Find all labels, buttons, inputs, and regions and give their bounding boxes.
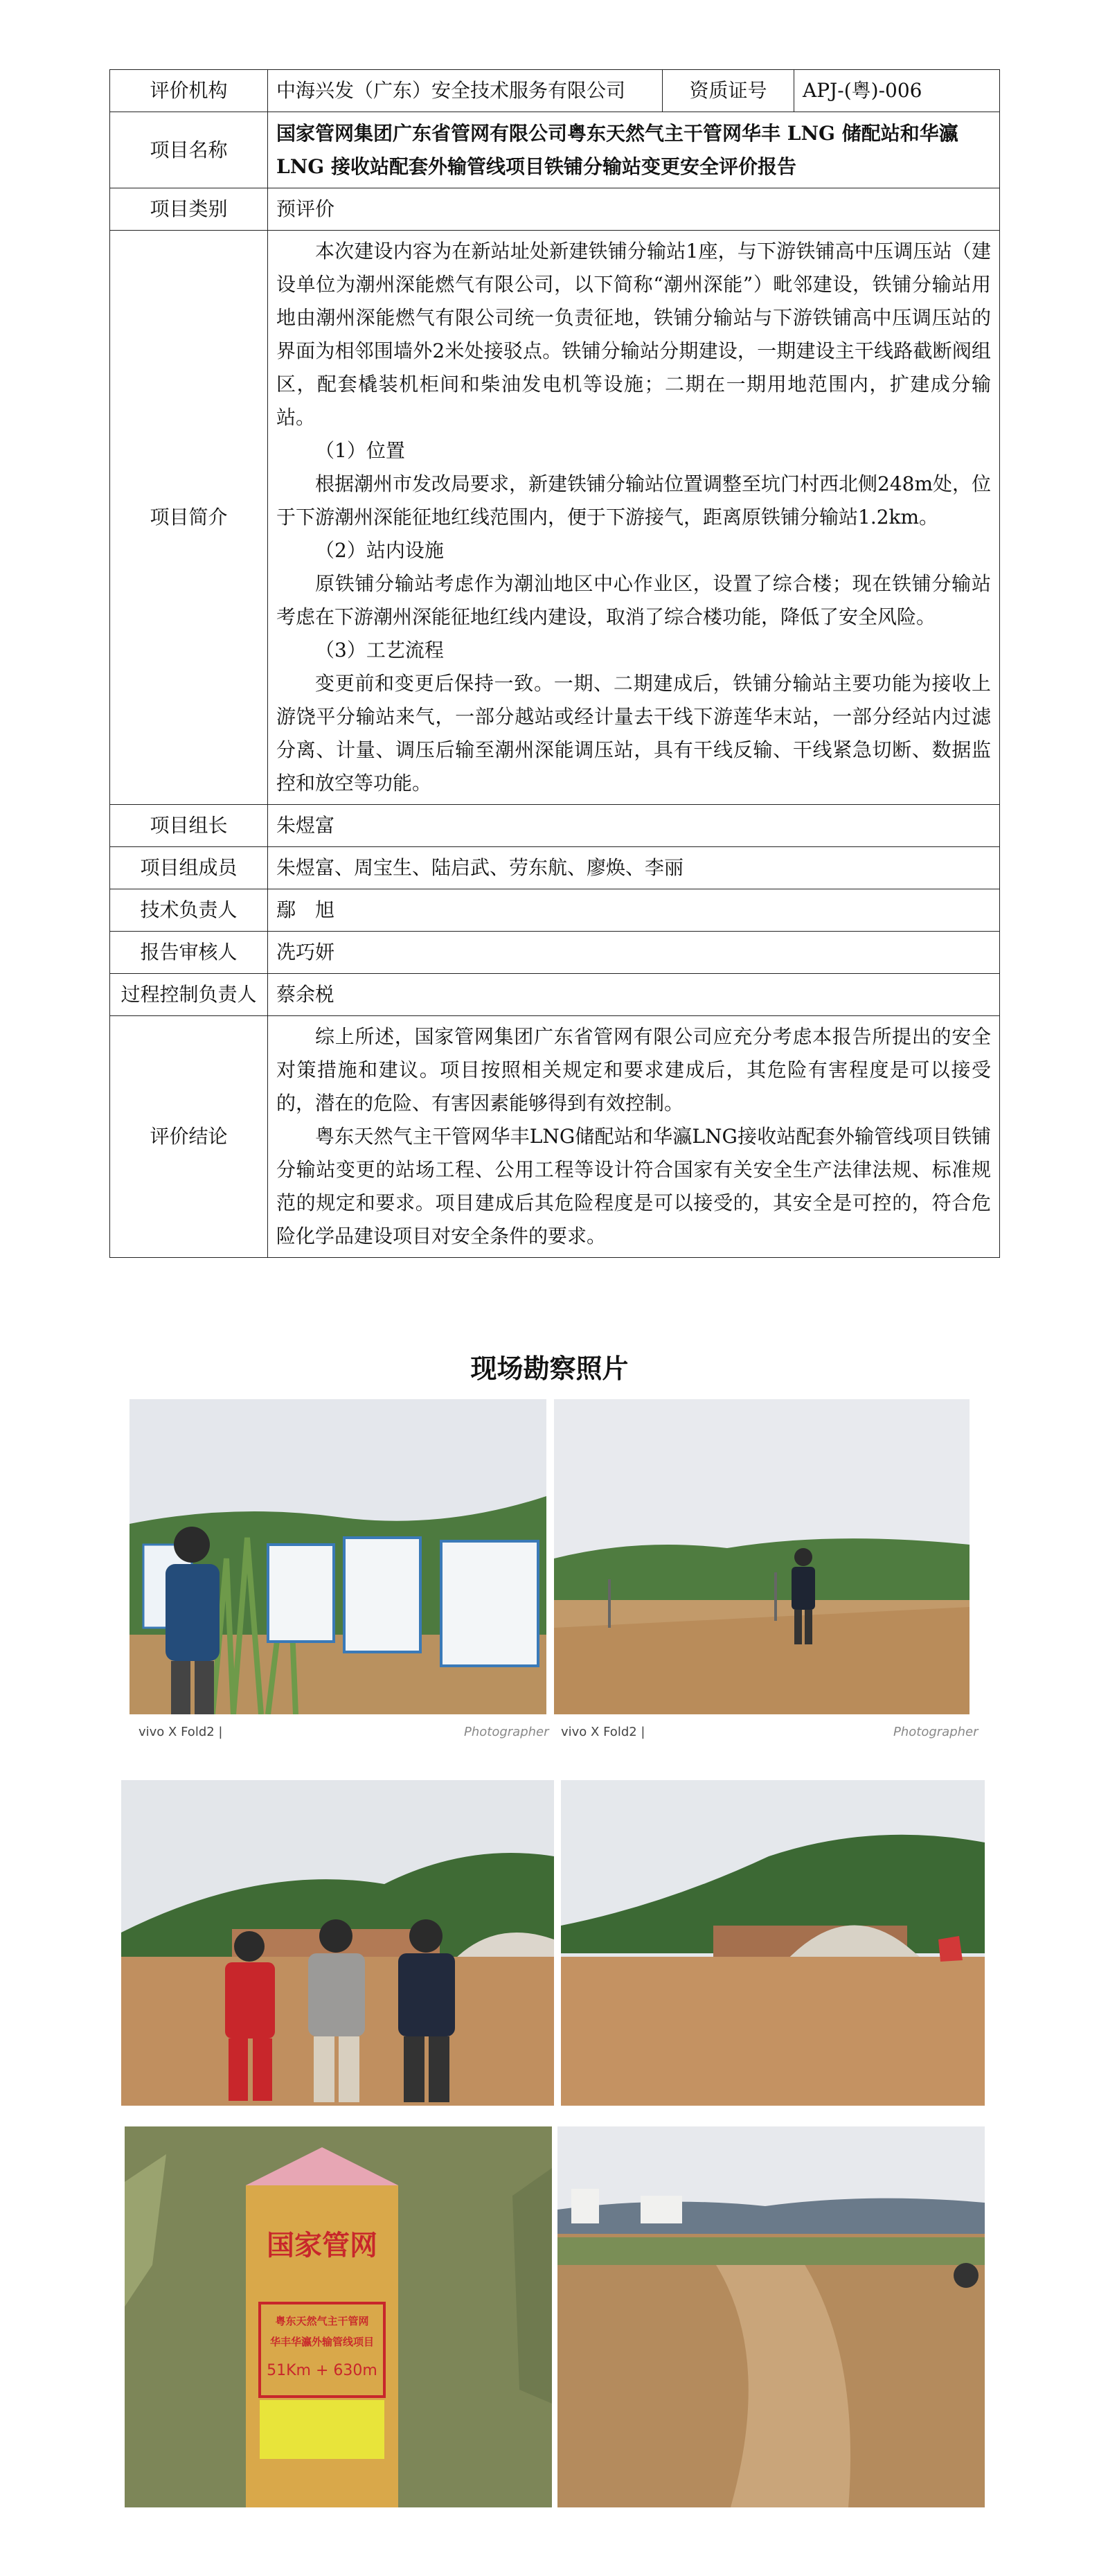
site-photo-5 (125, 2126, 552, 2507)
marker-text-km: 51Km + 630m (267, 2362, 377, 2379)
site-photo-6-image (557, 2126, 985, 2507)
intro-paragraph-4: 变更前和变更后保持一致。一期、二期建成后，铁铺分输站主要功能为接收上游饶平分输站来气，一部分越站或经计量去干线下游莲华末站，一部分经站内过滤分离、计量、调压后输至潮州深能调压站，具有干线反输、干线紧急切断、数据监控和放空等功能。 (276, 672, 991, 794)
conclusion-paragraph-1: 综上所述，国家管网集团广东省管网有限公司应充分考虑本报告所提出的安全对策措施和建议。项目按照相关规定和要求建成后，其危险有害程度是可以接受的，潜在的危险、有害因素能够得到有效控制。 (276, 1025, 991, 1114)
row-reviewer (110, 932, 1000, 974)
intro-heading-process: （3）工艺流程 (315, 639, 444, 661)
intro-label: 项目简介 (110, 231, 268, 805)
project-name-label: 项目名称 (110, 112, 268, 188)
intro-content (268, 231, 1000, 805)
project-type-value: 预评价 (268, 188, 1000, 231)
marker-text-main: 国家管网 (267, 2230, 377, 2262)
process-control-value: 蔡余棁 (268, 974, 1000, 1016)
photo-1-brand-caption: vivo X Fold2 | (139, 1725, 223, 1739)
tech-label: 技术负责人 (110, 889, 268, 932)
conclusion-label: 评价结论 (110, 1016, 268, 1258)
leader-label: 项目组长 (110, 805, 268, 847)
row-leader (110, 805, 1000, 847)
photo-2-brand-caption: vivo X Fold2 | (561, 1725, 645, 1739)
marker-text-line-2: 华丰华瀛外输管线项目 (269, 2336, 374, 2348)
leader-value: 朱煜富 (268, 805, 1000, 847)
org-label: 评价机构 (110, 70, 268, 112)
row-intro (110, 231, 1000, 805)
intro-paragraph-1: 本次建设内容为在新站址处新建铁铺分输站1座，与下游铁铺高中压调压站（建设单位为潮州深能燃气有限公司，以下简称“潮州深能”）毗邻建设，铁铺分输站用地由潮州深能燃气有限公司统一负责征地，铁铺分输站与下游铁铺高中压调压站的界面为相邻围墙外2米处接驳点。铁铺分输站分期建设，一期建设主干线路截断阀组区，配套橇装机柜间和柴油发电机等设施；二期在一期用地范围内，扩建成分输站。 (276, 240, 991, 429)
row-org (110, 70, 1000, 112)
photos-title: 现场勘察照片 (470, 1353, 629, 1384)
site-photo-4 (561, 1780, 985, 2106)
row-project-type (110, 188, 1000, 231)
row-members (110, 847, 1000, 889)
members-value: 朱煜富、周宝生、陆启武、劳东航、廖焕、李丽 (268, 847, 1000, 889)
project-type-label: 项目类别 (110, 188, 268, 231)
members-label: 项目组成员 (110, 847, 268, 889)
conclusion-paragraph-2: 粤东天然气主干管网华丰LNG储配站和华瀛LNG接收站配套外输管线项目铁铺分输站变更的站场工程、公用工程等设计符合国家有关安全生产法律法规、标准规范的规定和要求。项目建成后其危险程度是可以接受的，其安全是可控的，符合危险化学品建设项目对安全条件的要求。 (276, 1125, 991, 1247)
process-control-label: 过程控制负责人 (110, 974, 268, 1016)
site-photo-4-image (561, 1780, 985, 2106)
photo-2-photographer-caption: Photographer (893, 1725, 979, 1739)
report-sheet (109, 69, 999, 1258)
site-photo-3 (121, 1780, 554, 2106)
row-conclusion (110, 1016, 1000, 1258)
site-photo-1 (129, 1399, 546, 1714)
cert-label: 资质证号 (663, 70, 794, 112)
intro-heading-facilities: （2）站内设施 (315, 539, 444, 562)
site-photo-2 (554, 1399, 970, 1714)
project-name-value: 国家管网集团广东省管网有限公司粤东天然气主干管网华丰 LNG 储配站和华瀛 LNG 接收站配套外输管线项目铁铺分输站变更安全评价报告 (268, 112, 1000, 188)
intro-heading-location: （1）位置 (315, 439, 405, 462)
site-photo-6 (557, 2126, 985, 2507)
row-process-control (110, 974, 1000, 1016)
org-value: 中海兴发（广东）安全技术服务有限公司 (268, 70, 663, 112)
report-info-table (109, 69, 1000, 1258)
intro-paragraph-2: 根据潮州市发改局要求，新建铁铺分输站位置调整至坑门村西北侧248m处，位于下游潮州深能征地红线范围内，便于下游接气，距离原铁铺分输站1.2km。 (276, 472, 991, 528)
tech-value: 鄢 旭 (268, 889, 1000, 932)
site-photo-3-image (121, 1780, 554, 2106)
reviewer-label: 报告审核人 (110, 932, 268, 974)
site-photo-2-image (554, 1399, 970, 1714)
photo-1-photographer-caption: Photographer (464, 1725, 549, 1739)
intro-paragraph-3: 原铁铺分输站考虑作为潮汕地区中心作业区，设置了综合楼；现在铁铺分输站考虑在下游潮州深能征地红线内建设，取消了综合楼功能，降低了安全风险。 (276, 572, 991, 628)
row-project-name (110, 112, 1000, 188)
marker-text-line-1: 粤东天然气主干管网 (275, 2315, 369, 2327)
site-photo-1-image (129, 1399, 546, 1714)
reviewer-value: 冼巧妍 (268, 932, 1000, 974)
cert-value: APJ-(粤)-006 (794, 70, 1000, 112)
row-tech (110, 889, 1000, 932)
conclusion-content (268, 1016, 1000, 1258)
